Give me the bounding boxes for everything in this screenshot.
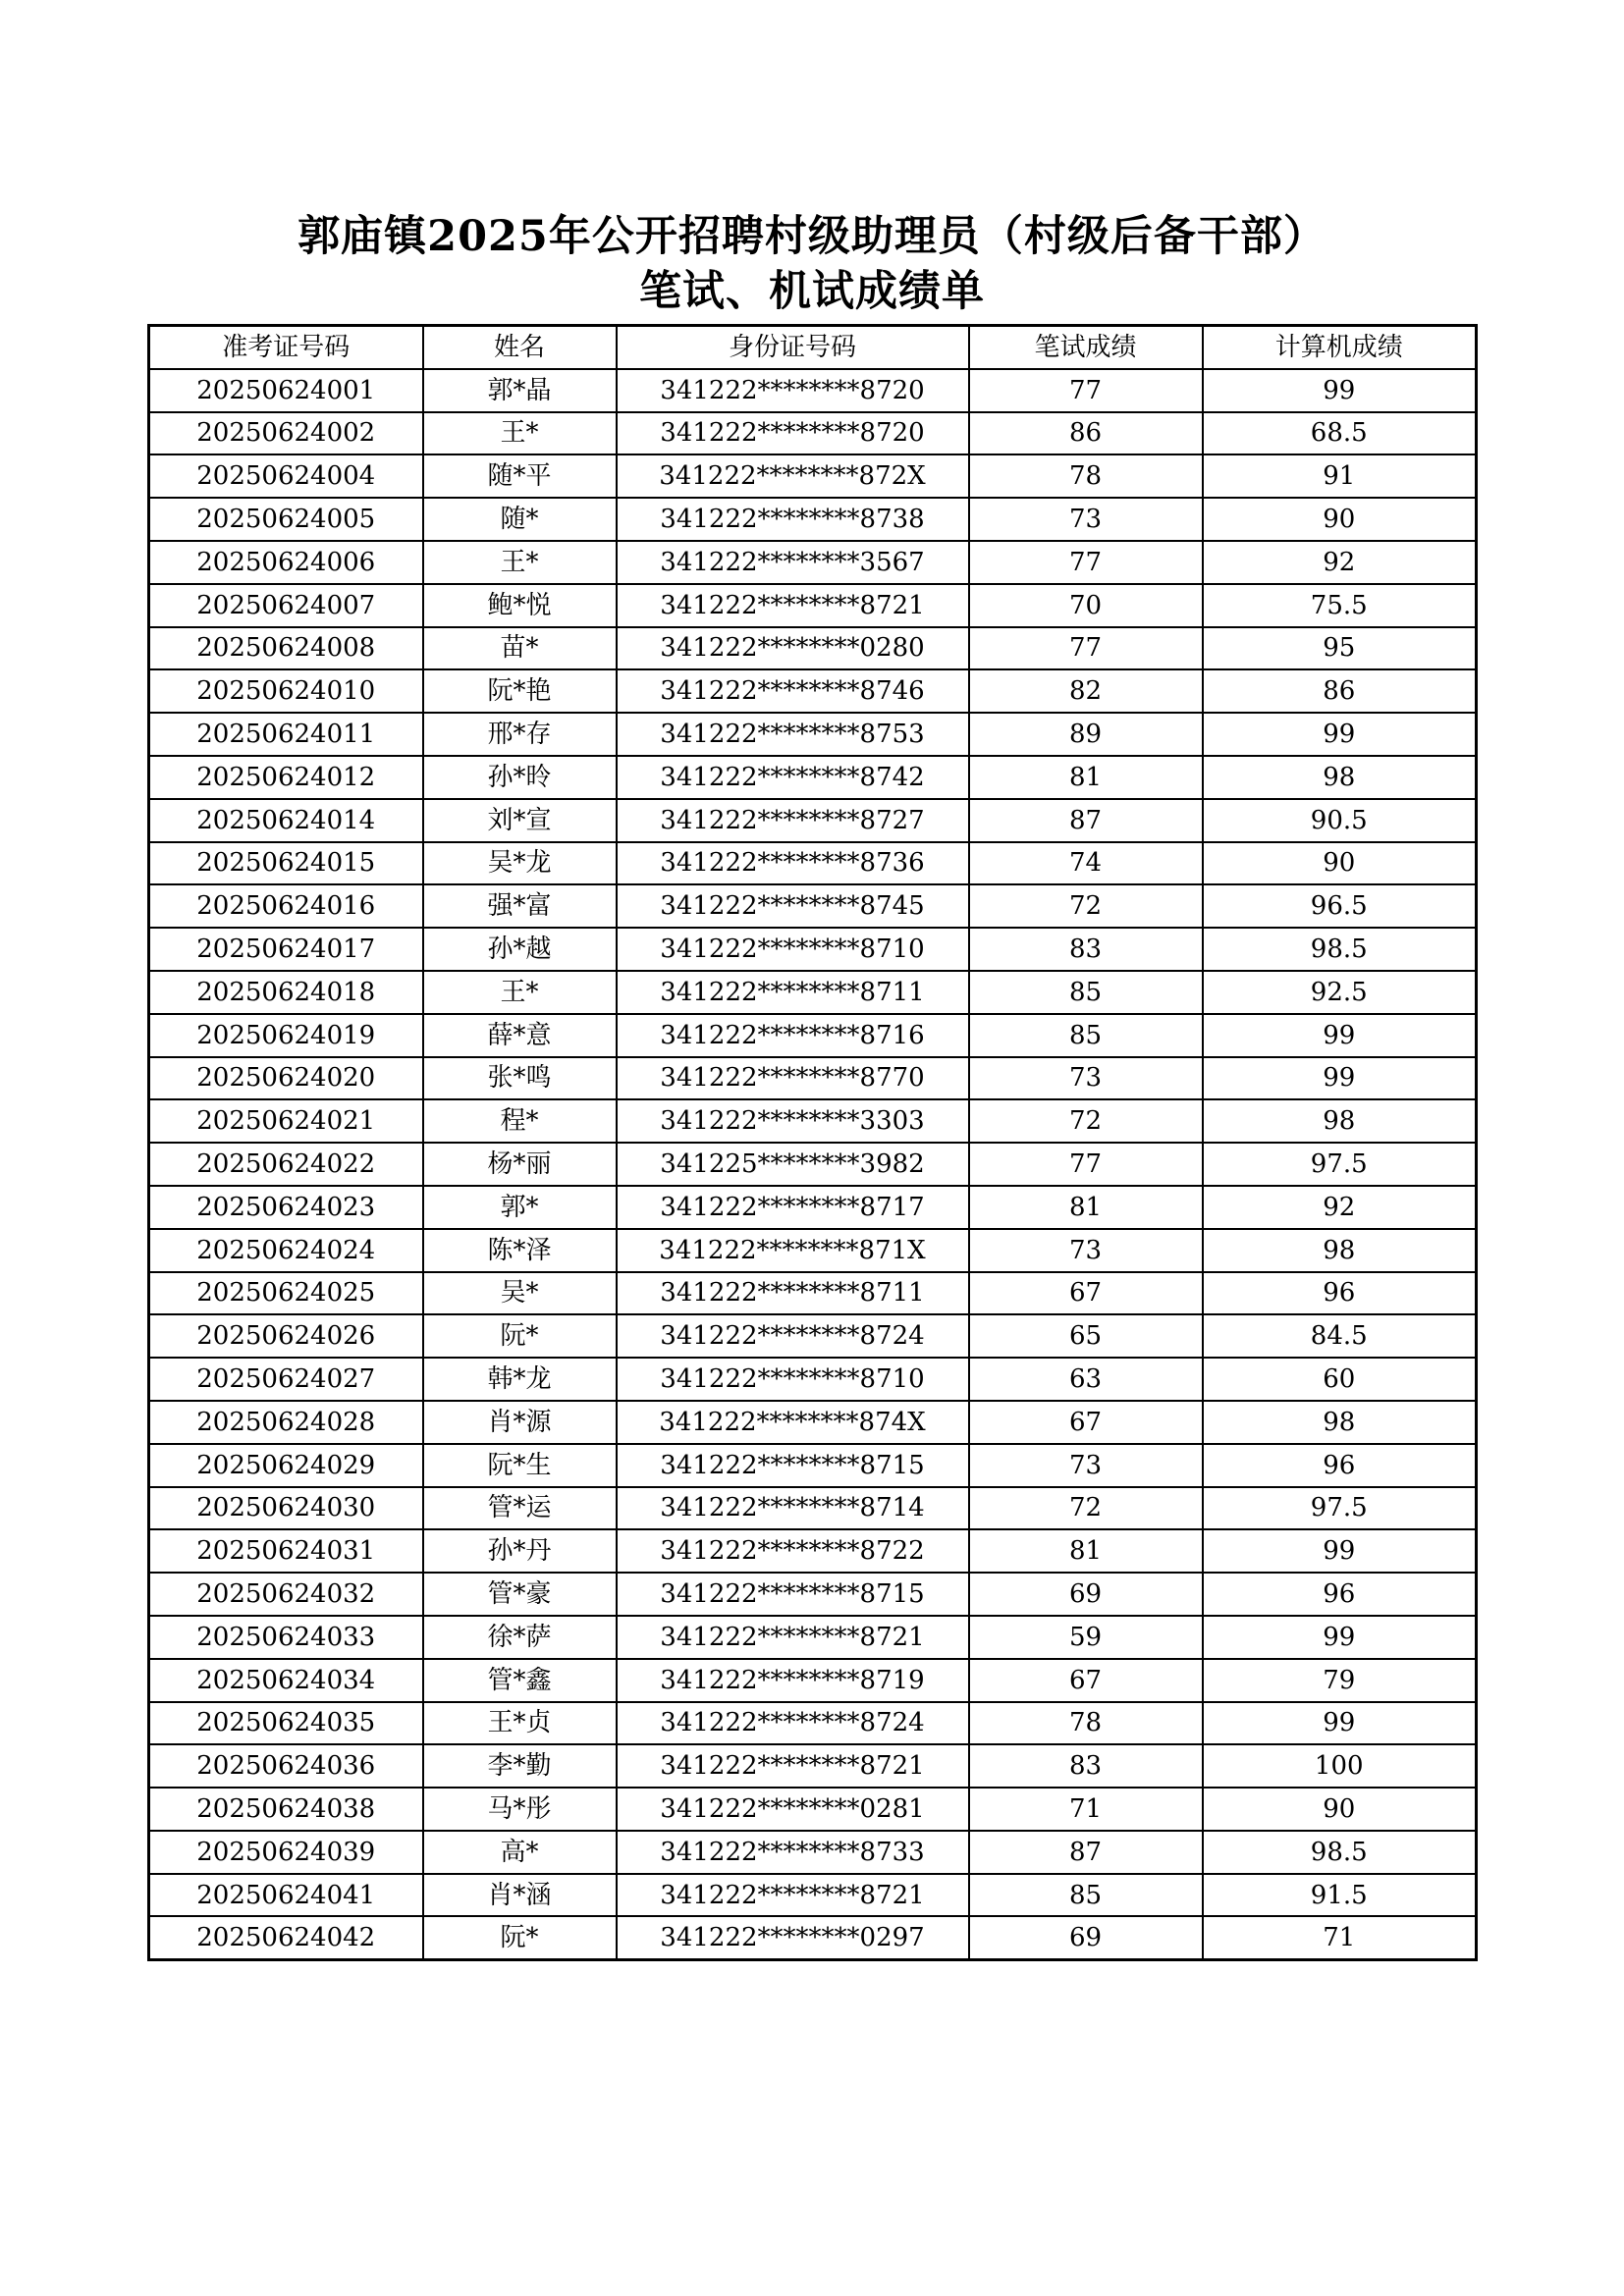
cell-written-score: 73 [969, 498, 1203, 541]
cell-computer-score: 90 [1203, 1788, 1477, 1831]
cell-id-number: 341222********8721 [617, 1616, 969, 1659]
table-row [149, 713, 1477, 756]
cell-id-number: 341222********8714 [617, 1487, 969, 1530]
cell-computer-score: 98.5 [1203, 928, 1477, 971]
cell-exam-number: 20250624036 [149, 1744, 423, 1788]
cell-computer-score: 90 [1203, 498, 1477, 541]
cell-id-number: 341222********871X [617, 1229, 969, 1272]
cell-name: 郭* [423, 1186, 617, 1229]
table-row [149, 1229, 1477, 1272]
cell-id-number: 341222********0297 [617, 1916, 969, 1959]
cell-written-score: 59 [969, 1616, 1203, 1659]
cell-exam-number: 20250624017 [149, 928, 423, 971]
header-name: 姓名 [423, 326, 617, 369]
cell-id-number: 341222********8724 [617, 1314, 969, 1358]
cell-exam-number: 20250624010 [149, 669, 423, 713]
cell-id-number: 341222********8716 [617, 1014, 969, 1057]
cell-written-score: 83 [969, 1744, 1203, 1788]
cell-exam-number: 20250624032 [149, 1573, 423, 1616]
cell-written-score: 74 [969, 842, 1203, 885]
header-written-score: 笔试成绩 [969, 326, 1203, 369]
cell-id-number: 341222********8715 [617, 1444, 969, 1487]
cell-exam-number: 20250624021 [149, 1099, 423, 1143]
cell-written-score: 73 [969, 1057, 1203, 1100]
cell-id-number: 341222********8719 [617, 1659, 969, 1702]
cell-name: 刘*宣 [423, 799, 617, 842]
cell-written-score: 77 [969, 541, 1203, 584]
cell-id-number: 341222********8770 [617, 1057, 969, 1100]
cell-exam-number: 20250624012 [149, 756, 423, 799]
cell-id-number: 341222********3303 [617, 1099, 969, 1143]
header-exam-number: 准考证号码 [149, 326, 423, 369]
table-row [149, 1744, 1477, 1788]
cell-written-score: 78 [969, 454, 1203, 498]
cell-id-number: 341222********8738 [617, 498, 969, 541]
cell-computer-score: 99 [1203, 1529, 1477, 1573]
cell-exam-number: 20250624014 [149, 799, 423, 842]
cell-exam-number: 20250624016 [149, 884, 423, 928]
cell-computer-score: 96 [1203, 1444, 1477, 1487]
cell-name: 马*彤 [423, 1788, 617, 1831]
cell-name: 阮*生 [423, 1444, 617, 1487]
cell-written-score: 70 [969, 584, 1203, 627]
cell-exam-number: 20250624033 [149, 1616, 423, 1659]
cell-id-number: 341222********8721 [617, 1744, 969, 1788]
table-row [149, 1659, 1477, 1702]
cell-exam-number: 20250624026 [149, 1314, 423, 1358]
cell-computer-score: 92 [1203, 1186, 1477, 1229]
cell-id-number: 341222********874X [617, 1401, 969, 1444]
cell-name: 杨*丽 [423, 1143, 617, 1186]
document-subtitle: 笔试、机试成绩单 [639, 267, 985, 316]
table-row [149, 1916, 1477, 1959]
cell-exam-number: 20250624038 [149, 1788, 423, 1831]
cell-written-score: 85 [969, 971, 1203, 1014]
cell-computer-score: 92.5 [1203, 971, 1477, 1014]
cell-exam-number: 20250624018 [149, 971, 423, 1014]
cell-name: 随*平 [423, 454, 617, 498]
cell-written-score: 77 [969, 369, 1203, 412]
cell-exam-number: 20250624011 [149, 713, 423, 756]
cell-written-score: 81 [969, 1529, 1203, 1573]
cell-written-score: 77 [969, 1143, 1203, 1186]
table-row [149, 1143, 1477, 1186]
cell-exam-number: 20250624034 [149, 1659, 423, 1702]
cell-computer-score: 98.5 [1203, 1831, 1477, 1874]
cell-name: 韩*龙 [423, 1358, 617, 1401]
cell-written-score: 77 [969, 627, 1203, 670]
table-row [149, 1444, 1477, 1487]
table-row [149, 1831, 1477, 1874]
cell-name: 薛*意 [423, 1014, 617, 1057]
cell-written-score: 82 [969, 669, 1203, 713]
cell-name: 张*鸣 [423, 1057, 617, 1100]
table-row [149, 1573, 1477, 1616]
table-row [149, 1099, 1477, 1143]
cell-written-score: 69 [969, 1916, 1203, 1959]
cell-computer-score: 75.5 [1203, 584, 1477, 627]
table-row [149, 1014, 1477, 1057]
cell-name: 强*富 [423, 884, 617, 928]
cell-computer-score: 60 [1203, 1358, 1477, 1401]
cell-exam-number: 20250624005 [149, 498, 423, 541]
cell-computer-score: 68.5 [1203, 412, 1477, 455]
cell-computer-score: 91 [1203, 454, 1477, 498]
cell-written-score: 67 [969, 1401, 1203, 1444]
cell-id-number: 341222********8733 [617, 1831, 969, 1874]
header-id-number: 身份证号码 [617, 326, 969, 369]
table-row [149, 541, 1477, 584]
cell-exam-number: 20250624008 [149, 627, 423, 670]
cell-computer-score: 92 [1203, 541, 1477, 584]
cell-name: 王* [423, 971, 617, 1014]
table-row [149, 369, 1477, 412]
cell-exam-number: 20250624022 [149, 1143, 423, 1186]
cell-exam-number: 20250624028 [149, 1401, 423, 1444]
cell-computer-score: 86 [1203, 669, 1477, 713]
cell-computer-score: 97.5 [1203, 1487, 1477, 1530]
cell-written-score: 78 [969, 1702, 1203, 1745]
cell-name: 肖*源 [423, 1401, 617, 1444]
cell-computer-score: 100 [1203, 1744, 1477, 1788]
cell-name: 随* [423, 498, 617, 541]
table-row [149, 627, 1477, 670]
cell-exam-number: 20250624029 [149, 1444, 423, 1487]
cell-computer-score: 96 [1203, 1272, 1477, 1315]
cell-id-number: 341222********3567 [617, 541, 969, 584]
table-row [149, 884, 1477, 928]
cell-id-number: 341222********8710 [617, 928, 969, 971]
cell-computer-score: 98 [1203, 1401, 1477, 1444]
cell-name: 王* [423, 412, 617, 455]
cell-written-score: 72 [969, 884, 1203, 928]
cell-written-score: 89 [969, 713, 1203, 756]
cell-computer-score: 99 [1203, 369, 1477, 412]
table-body [149, 369, 1477, 1960]
table-row [149, 498, 1477, 541]
cell-id-number: 341222********8727 [617, 799, 969, 842]
cell-written-score: 87 [969, 1831, 1203, 1874]
cell-computer-score: 90.5 [1203, 799, 1477, 842]
cell-exam-number: 20250624004 [149, 454, 423, 498]
cell-exam-number: 20250624006 [149, 541, 423, 584]
cell-id-number: 341225********3982 [617, 1143, 969, 1186]
cell-exam-number: 20250624023 [149, 1186, 423, 1229]
cell-id-number: 341222********0280 [617, 627, 969, 670]
cell-computer-score: 96 [1203, 1573, 1477, 1616]
cell-id-number: 341222********8722 [617, 1529, 969, 1573]
cell-exam-number: 20250624002 [149, 412, 423, 455]
cell-written-score: 67 [969, 1272, 1203, 1315]
table-row [149, 1874, 1477, 1917]
cell-computer-score: 96.5 [1203, 884, 1477, 928]
cell-name: 陈*泽 [423, 1229, 617, 1272]
cell-name: 肖*涵 [423, 1874, 617, 1917]
cell-name: 苗* [423, 627, 617, 670]
table-row [149, 1057, 1477, 1100]
cell-name: 吴* [423, 1272, 617, 1315]
table-row [149, 1272, 1477, 1315]
cell-computer-score: 98 [1203, 756, 1477, 799]
cell-written-score: 67 [969, 1659, 1203, 1702]
cell-name: 阮* [423, 1916, 617, 1959]
cell-written-score: 63 [969, 1358, 1203, 1401]
table-row [149, 1616, 1477, 1659]
cell-id-number: 341222********8720 [617, 412, 969, 455]
cell-written-score: 83 [969, 928, 1203, 971]
table-row [149, 1788, 1477, 1831]
table-row [149, 1401, 1477, 1444]
cell-name: 管*运 [423, 1487, 617, 1530]
cell-computer-score: 91.5 [1203, 1874, 1477, 1917]
cell-computer-score: 97.5 [1203, 1143, 1477, 1186]
table-row [149, 1314, 1477, 1358]
cell-computer-score: 99 [1203, 1616, 1477, 1659]
cell-written-score: 69 [969, 1573, 1203, 1616]
cell-exam-number: 20250624007 [149, 584, 423, 627]
cell-id-number: 341222********8746 [617, 669, 969, 713]
table-row [149, 1702, 1477, 1745]
cell-written-score: 72 [969, 1487, 1203, 1530]
table-row [149, 756, 1477, 799]
cell-computer-score: 99 [1203, 1702, 1477, 1745]
cell-computer-score: 99 [1203, 713, 1477, 756]
cell-exam-number: 20250624039 [149, 1831, 423, 1874]
cell-written-score: 86 [969, 412, 1203, 455]
cell-id-number: 341222********8710 [617, 1358, 969, 1401]
cell-id-number: 341222********8720 [617, 369, 969, 412]
cell-name: 管*鑫 [423, 1659, 617, 1702]
table-row [149, 412, 1477, 455]
cell-id-number: 341222********8721 [617, 584, 969, 627]
cell-written-score: 65 [969, 1314, 1203, 1358]
cell-name: 孙*丹 [423, 1529, 617, 1573]
cell-written-score: 81 [969, 756, 1203, 799]
cell-written-score: 71 [969, 1788, 1203, 1831]
cell-name: 阮* [423, 1314, 617, 1358]
cell-name: 王*贞 [423, 1702, 617, 1745]
cell-name: 程* [423, 1099, 617, 1143]
cell-exam-number: 20250624035 [149, 1702, 423, 1745]
cell-name: 管*豪 [423, 1573, 617, 1616]
cell-written-score: 87 [969, 799, 1203, 842]
cell-exam-number: 20250624019 [149, 1014, 423, 1057]
cell-exam-number: 20250624042 [149, 1916, 423, 1959]
table-row [149, 928, 1477, 971]
cell-name: 李*勤 [423, 1744, 617, 1788]
cell-name: 阮*艳 [423, 669, 617, 713]
cell-exam-number: 20250624020 [149, 1057, 423, 1100]
cell-written-score: 73 [969, 1229, 1203, 1272]
score-table [147, 324, 1478, 1961]
cell-written-score: 73 [969, 1444, 1203, 1487]
cell-id-number: 341222********8745 [617, 884, 969, 928]
cell-written-score: 72 [969, 1099, 1203, 1143]
cell-computer-score: 98 [1203, 1099, 1477, 1143]
cell-id-number: 341222********8711 [617, 1272, 969, 1315]
table-row [149, 1529, 1477, 1573]
cell-name: 孙*越 [423, 928, 617, 971]
cell-id-number: 341222********872X [617, 454, 969, 498]
table-row [149, 971, 1477, 1014]
table-row [149, 1358, 1477, 1401]
cell-exam-number: 20250624041 [149, 1874, 423, 1917]
cell-written-score: 85 [969, 1014, 1203, 1057]
cell-id-number: 341222********8711 [617, 971, 969, 1014]
cell-name: 吴*龙 [423, 842, 617, 885]
table-row [149, 1186, 1477, 1229]
cell-exam-number: 20250624031 [149, 1529, 423, 1573]
cell-name: 邢*存 [423, 713, 617, 756]
cell-computer-score: 98 [1203, 1229, 1477, 1272]
cell-exam-number: 20250624025 [149, 1272, 423, 1315]
table-row [149, 669, 1477, 713]
cell-id-number: 341222********8742 [617, 756, 969, 799]
cell-written-score: 85 [969, 1874, 1203, 1917]
cell-name: 王* [423, 541, 617, 584]
cell-id-number: 341222********8717 [617, 1186, 969, 1229]
cell-computer-score: 99 [1203, 1014, 1477, 1057]
cell-name: 孙*昤 [423, 756, 617, 799]
cell-exam-number: 20250624015 [149, 842, 423, 885]
cell-name: 高* [423, 1831, 617, 1874]
cell-exam-number: 20250624027 [149, 1358, 423, 1401]
cell-computer-score: 71 [1203, 1916, 1477, 1959]
cell-computer-score: 95 [1203, 627, 1477, 670]
cell-written-score: 81 [969, 1186, 1203, 1229]
cell-id-number: 341222********8736 [617, 842, 969, 885]
cell-id-number: 341222********8715 [617, 1573, 969, 1616]
table-row [149, 799, 1477, 842]
document-title: 郭庙镇2025年公开招聘村级助理员（村级后备干部） [298, 212, 1326, 261]
table-header-row [149, 326, 1477, 369]
cell-id-number: 341222********8753 [617, 713, 969, 756]
cell-exam-number: 20250624024 [149, 1229, 423, 1272]
cell-computer-score: 90 [1203, 842, 1477, 885]
cell-id-number: 341222********8721 [617, 1874, 969, 1917]
cell-id-number: 341222********0281 [617, 1788, 969, 1831]
table-row [149, 454, 1477, 498]
table-row [149, 1487, 1477, 1530]
cell-computer-score: 84.5 [1203, 1314, 1477, 1358]
cell-exam-number: 20250624030 [149, 1487, 423, 1530]
cell-name: 郭*晶 [423, 369, 617, 412]
table-row [149, 584, 1477, 627]
cell-computer-score: 99 [1203, 1057, 1477, 1100]
cell-id-number: 341222********8724 [617, 1702, 969, 1745]
cell-name: 鲍*悦 [423, 584, 617, 627]
table-row [149, 842, 1477, 885]
header-computer-score: 计算机成绩 [1203, 326, 1477, 369]
cell-computer-score: 79 [1203, 1659, 1477, 1702]
cell-name: 徐*萨 [423, 1616, 617, 1659]
cell-exam-number: 20250624001 [149, 369, 423, 412]
